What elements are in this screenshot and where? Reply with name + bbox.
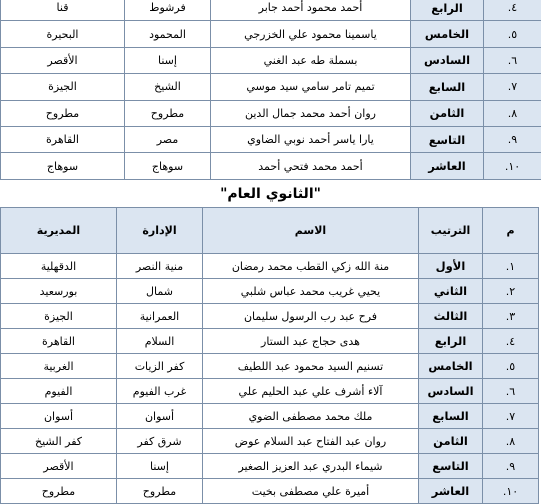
row-rank: الثامن bbox=[419, 429, 483, 454]
row-administration: الشيخ bbox=[125, 74, 211, 100]
table-row bbox=[1, 0, 541, 21]
row-number: ١٠. bbox=[483, 479, 539, 504]
student-name: ياسمينا محمود علي الخزرجي bbox=[211, 21, 411, 47]
table-row bbox=[1, 354, 539, 379]
row-rank: الثاني bbox=[419, 279, 483, 304]
row-number: ٦. bbox=[483, 379, 539, 404]
student-name: روان أحمد محمد جمال الدين bbox=[211, 100, 411, 126]
row-rank: الرابع bbox=[419, 329, 483, 354]
student-name: منة الله زكي القطب محمد رمضان bbox=[203, 254, 419, 279]
row-rank: الأول bbox=[419, 254, 483, 279]
row-number: ١. bbox=[483, 254, 539, 279]
student-name: أحمد محمد فتحي أحمد bbox=[211, 153, 411, 179]
row-rank: السادس bbox=[411, 47, 484, 73]
row-number: ٨. bbox=[483, 429, 539, 454]
student-name: شيماء البدري عبد العزيز الصغير bbox=[203, 454, 419, 479]
row-directorate: القاهرة bbox=[1, 126, 125, 152]
row-number: ٤. bbox=[484, 0, 541, 21]
row-administration: منية النصر bbox=[117, 254, 203, 279]
row-rank: التاسع bbox=[411, 126, 484, 152]
row-rank: السابع bbox=[411, 74, 484, 100]
row-number: ١٠. bbox=[484, 153, 541, 179]
row-directorate: مطروح bbox=[1, 100, 125, 126]
header-num: م bbox=[483, 208, 539, 254]
student-name: بسملة طه عبد الغني bbox=[211, 47, 411, 73]
row-administration: مطروح bbox=[125, 100, 211, 126]
row-number: ٥. bbox=[483, 354, 539, 379]
table-row bbox=[1, 429, 539, 454]
row-directorate: القاهرة bbox=[1, 329, 117, 354]
bottom-table-body bbox=[1, 254, 539, 504]
row-directorate: سوهاج bbox=[1, 153, 125, 179]
table-row bbox=[1, 100, 541, 126]
row-administration: مطروح bbox=[117, 479, 203, 504]
table-row bbox=[1, 126, 541, 152]
row-rank: السادس bbox=[419, 379, 483, 404]
header-rank: الترتيب bbox=[419, 208, 483, 254]
row-administration: أسوان bbox=[117, 404, 203, 429]
row-rank: الرابع bbox=[411, 0, 484, 21]
header-directorate: المديرية bbox=[1, 208, 117, 254]
row-administration: غرب الفيوم bbox=[117, 379, 203, 404]
table-row bbox=[1, 21, 541, 47]
row-directorate: الجيزة bbox=[1, 74, 125, 100]
row-rank: التاسع bbox=[419, 454, 483, 479]
row-administration: المحمود bbox=[125, 21, 211, 47]
row-number: ٧. bbox=[484, 74, 541, 100]
header-row bbox=[1, 208, 539, 254]
student-name: أميرة علي مصطفى بخيت bbox=[203, 479, 419, 504]
student-name: آلاء أشرف علي عبد الحليم علي bbox=[203, 379, 419, 404]
row-directorate: كفر الشيخ bbox=[1, 429, 117, 454]
general-secondary-table bbox=[0, 207, 539, 504]
row-directorate: الدقهلية bbox=[1, 254, 117, 279]
row-administration: إسنا bbox=[125, 47, 211, 73]
table-row bbox=[1, 329, 539, 354]
student-name: روان عبد الفتاح عبد السلام عوض bbox=[203, 429, 419, 454]
table-row bbox=[1, 47, 541, 73]
row-number: ٩. bbox=[484, 126, 541, 152]
header-name: الاسم bbox=[203, 208, 419, 254]
row-rank: السابع bbox=[419, 404, 483, 429]
table-row bbox=[1, 153, 541, 179]
student-name: فرح عبد رب الرسول سليمان bbox=[203, 304, 419, 329]
table-row bbox=[1, 404, 539, 429]
row-directorate: أسوان bbox=[1, 404, 117, 429]
row-rank: الثامن bbox=[411, 100, 484, 126]
row-number: ٨. bbox=[484, 100, 541, 126]
row-directorate: الفيوم bbox=[1, 379, 117, 404]
row-administration: إسنا bbox=[117, 454, 203, 479]
row-number: ٦. bbox=[484, 47, 541, 73]
table-row bbox=[1, 379, 539, 404]
row-rank: العاشر bbox=[411, 153, 484, 179]
top-ranking-table bbox=[0, 0, 541, 180]
row-administration: مصر bbox=[125, 126, 211, 152]
row-directorate: بورسعيد bbox=[1, 279, 117, 304]
student-name: هدى حجاج عبد الستار bbox=[203, 329, 419, 354]
top-table-body bbox=[1, 0, 541, 179]
header-administration: الإدارة bbox=[117, 208, 203, 254]
row-rank: الخامس bbox=[411, 21, 484, 47]
table-row bbox=[1, 74, 541, 100]
row-rank: الثالث bbox=[419, 304, 483, 329]
row-administration: شمال bbox=[117, 279, 203, 304]
row-directorate: الجيزة bbox=[1, 304, 117, 329]
student-name: أحمد محمود أحمد جابر bbox=[211, 0, 411, 21]
row-number: ٣. bbox=[483, 304, 539, 329]
row-directorate: الغربية bbox=[1, 354, 117, 379]
row-number: ٢. bbox=[483, 279, 539, 304]
row-administration: شرق كفر bbox=[117, 429, 203, 454]
row-administration: السلام bbox=[117, 329, 203, 354]
row-administration: كفر الزيات bbox=[117, 354, 203, 379]
row-directorate: قنا bbox=[1, 0, 125, 21]
row-number: ٩. bbox=[483, 454, 539, 479]
table-row bbox=[1, 304, 539, 329]
row-administration: فرشوط bbox=[125, 0, 211, 21]
row-rank: الخامس bbox=[419, 354, 483, 379]
student-name: يارا ياسر أحمد نوبي الضاوي bbox=[211, 126, 411, 152]
table-row bbox=[1, 254, 539, 279]
row-directorate: الأقصر bbox=[1, 47, 125, 73]
table-row bbox=[1, 454, 539, 479]
row-directorate: البحيرة bbox=[1, 21, 125, 47]
row-directorate: مطروح bbox=[1, 479, 117, 504]
row-number: ٧. bbox=[483, 404, 539, 429]
row-administration: سوهاج bbox=[125, 153, 211, 179]
row-number: ٤. bbox=[483, 329, 539, 354]
row-directorate: الأقصر bbox=[1, 454, 117, 479]
row-number: ٥. bbox=[484, 21, 541, 47]
table-row bbox=[1, 279, 539, 304]
student-name: يحيي غريب محمد عباس شلبي bbox=[203, 279, 419, 304]
section-title: "الثانوي العام" bbox=[0, 186, 541, 202]
row-administration: العمرانية bbox=[117, 304, 203, 329]
row-rank: العاشر bbox=[419, 479, 483, 504]
student-name: تسنيم السيد محمود عبد اللطيف bbox=[203, 354, 419, 379]
student-name: تميم تامر سامي سيد موسي bbox=[211, 74, 411, 100]
student-name: ملك محمد مصطفى الضوي bbox=[203, 404, 419, 429]
